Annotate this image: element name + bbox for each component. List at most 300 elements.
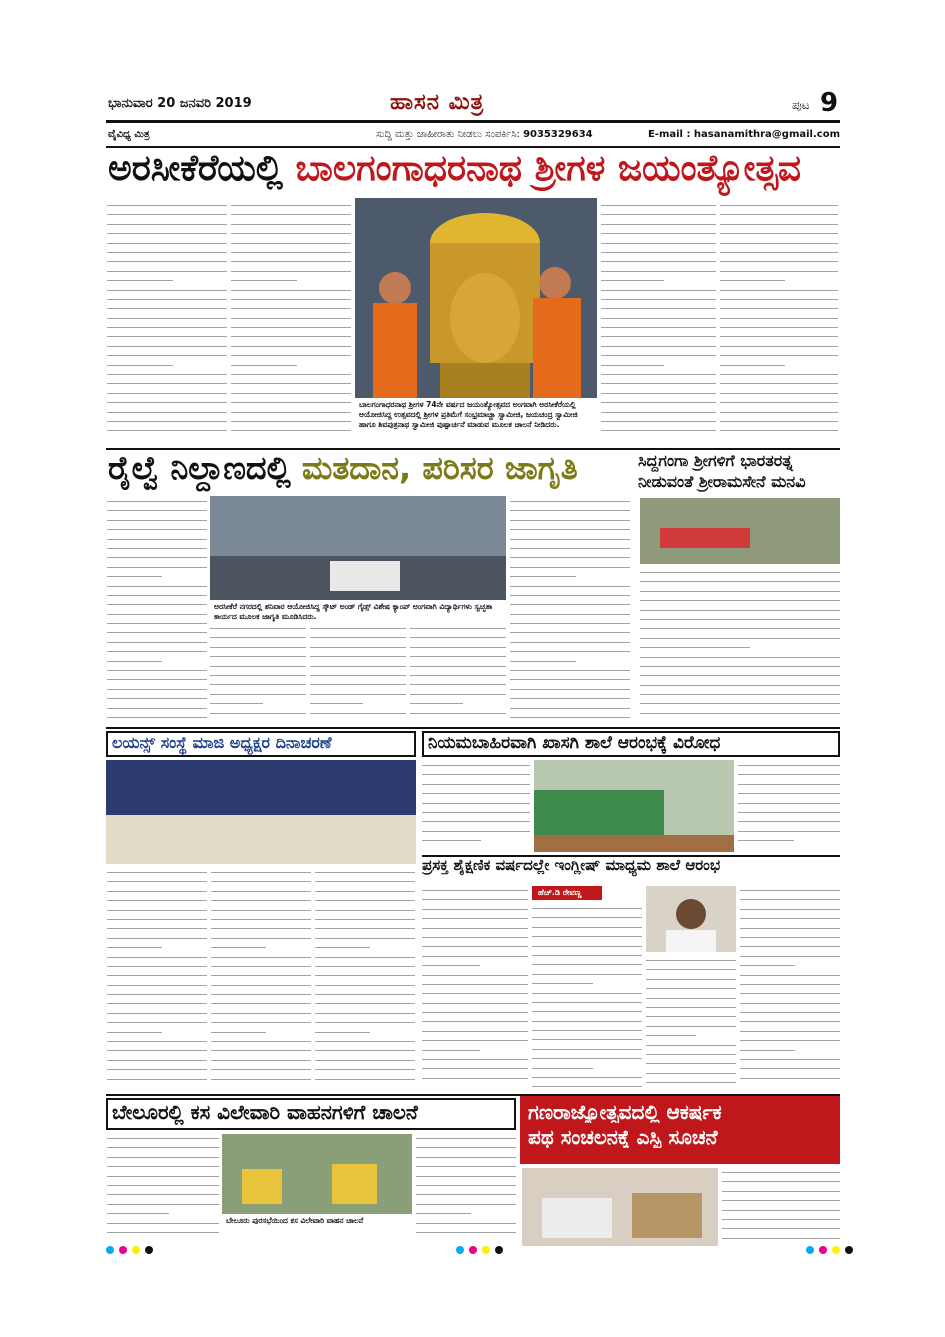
text-line	[107, 295, 227, 304]
text-line	[211, 877, 311, 886]
text-line	[315, 1056, 415, 1065]
text-line	[315, 981, 415, 990]
text-line	[738, 770, 840, 779]
text-line	[532, 913, 642, 922]
text-line	[231, 314, 351, 323]
text-line	[640, 690, 840, 699]
text-line	[107, 286, 227, 295]
text-line	[315, 934, 415, 943]
text-line	[601, 286, 716, 295]
text-line	[107, 389, 227, 398]
text-line	[601, 295, 716, 304]
article-2-headline: ರೈಲ್ವೆ ನಿಲ್ದಾಣದಲ್ಲಿ ಮತದಾನ, ಪರಿಸರ ಜಾಗೃತಿ	[108, 452, 578, 487]
text-line	[640, 577, 840, 586]
text-line	[211, 915, 311, 924]
text-line	[601, 323, 716, 332]
text-line	[646, 1012, 736, 1021]
text-line	[315, 999, 415, 1008]
text-line	[510, 619, 630, 628]
text-line	[722, 1234, 840, 1243]
text-line	[107, 981, 207, 990]
article-1-photo	[355, 198, 597, 398]
text-line	[107, 332, 227, 341]
article-6-col-2	[532, 904, 642, 1092]
text-line	[738, 827, 840, 836]
text-line	[532, 1026, 642, 1035]
text-line	[722, 1187, 840, 1196]
article-8-col-2	[722, 1168, 840, 1246]
text-line	[211, 896, 311, 905]
text-line	[720, 323, 838, 332]
text-line	[510, 704, 630, 713]
article-6-col-3	[646, 956, 736, 1092]
text-line	[640, 615, 840, 624]
text-line	[416, 1219, 516, 1228]
text-line	[107, 694, 207, 703]
article-3-headline-1: ಸಿದ್ದಗಂಗಾ ಶ್ರೀಗಳಿಗೆ ಭಾರತರತ್ನ	[638, 453, 793, 470]
text-line	[107, 887, 207, 896]
text-line	[740, 1036, 840, 1045]
text-line	[107, 713, 207, 722]
text-line	[646, 994, 736, 1003]
text-line	[315, 971, 415, 980]
text-line	[416, 1181, 516, 1190]
text-line	[510, 675, 630, 684]
text-line	[510, 572, 576, 581]
text-line	[231, 286, 351, 295]
text-line	[510, 553, 630, 562]
text-line	[640, 643, 750, 652]
text-line	[722, 1196, 840, 1205]
text-line	[107, 1143, 219, 1152]
article-2-col-1	[107, 497, 207, 725]
text-line	[640, 681, 840, 690]
page-number: 9	[820, 88, 839, 118]
text-line	[211, 868, 311, 877]
text-line	[211, 1065, 311, 1074]
text-line	[231, 398, 351, 407]
text-line	[601, 239, 716, 248]
text-line	[310, 699, 363, 708]
text-line	[416, 1143, 516, 1152]
text-line	[231, 408, 351, 417]
text-line	[107, 685, 207, 694]
text-line	[107, 563, 207, 572]
text-line	[601, 379, 716, 388]
text-line	[315, 990, 415, 999]
text-line	[107, 398, 227, 407]
text-line	[720, 276, 785, 285]
text-line	[422, 1046, 480, 1055]
text-line	[532, 960, 642, 969]
text-line	[231, 351, 351, 360]
text-line	[720, 257, 838, 266]
article-1-caption: ಬಾಲಗಂಗಾಧರನಾಥ ಶ್ರೀಗಳ 74ನೇ ವರ್ಷದ ಜಯಂತ್ಯೋತ್ಸವದ ಅಂಗವಾಗಿ ಅರಸೀಕೆರೆಯಲ್ಲಿ ಆಯೋಜಿಸಿದ್ದ ಉತ್ಸವದಲ್ಲಿ ಶ್ರೀಗಳ ಪ್ರತಿಮೆಗೆ ಸಂಭ್ರಮಾಚ್ಚಾ ಸ್ವಾಮೀಜಿ, ಜಯಚಂದ್ರ ಸ್ವಾಮೀಜಿ ಹಾಗೂ ಶಿವಪುತ್ರನಾಥ ಸ್ವಾಮೀಜಿ ಪುಷ್ಪಾರ್ಚನೆ ಮಾಡುವ ಮೂಲಕ ಚಾಲನೆ ನೀಡಿದರು.	[355, 398, 597, 446]
text-line	[107, 1046, 207, 1055]
text-line	[740, 1064, 840, 1073]
text-line	[107, 704, 207, 713]
text-line	[107, 1219, 219, 1228]
text-line	[422, 914, 528, 923]
text-line	[422, 886, 528, 895]
text-line	[107, 239, 227, 248]
text-line	[107, 924, 207, 933]
text-line	[107, 877, 207, 886]
text-line	[107, 417, 227, 426]
text-line	[532, 1082, 642, 1091]
text-line	[720, 398, 838, 407]
text-line	[310, 624, 406, 633]
text-line	[310, 671, 406, 680]
text-line	[107, 1065, 207, 1074]
text-line	[720, 210, 838, 219]
article-7-col-3	[416, 1134, 516, 1242]
text-line	[720, 314, 838, 323]
text-line	[646, 1041, 736, 1050]
text-line	[410, 633, 506, 642]
text-line	[422, 1036, 528, 1045]
text-line	[532, 1007, 642, 1016]
text-line	[315, 1046, 415, 1055]
text-line	[410, 680, 506, 689]
text-line	[211, 1075, 311, 1084]
text-line	[107, 1200, 219, 1209]
text-line	[422, 971, 528, 980]
text-line	[422, 1027, 528, 1036]
text-line	[231, 342, 351, 351]
text-line	[210, 690, 306, 699]
text-line	[315, 1018, 415, 1027]
text-line	[740, 924, 840, 933]
text-line	[107, 638, 207, 647]
text-line	[422, 799, 530, 808]
text-line	[107, 953, 207, 962]
text-line	[601, 426, 716, 435]
article-7-photo	[222, 1134, 412, 1214]
article-2-col-3	[310, 624, 406, 724]
article-5-col-1	[422, 761, 530, 853]
text-line	[315, 962, 415, 971]
text-line	[720, 389, 838, 398]
text-line	[107, 544, 207, 553]
text-line	[107, 1228, 219, 1237]
text-line	[107, 600, 207, 609]
text-line	[510, 516, 630, 525]
text-line	[646, 956, 736, 965]
article-7-headline: ಬೇಲೂರಲ್ಲಿ ಕಸ ವಿಲೇವಾರಿ ವಾಹನಗಳಿಗೆ ಚಾಲನೆ	[106, 1098, 516, 1130]
article-8-photo	[522, 1168, 718, 1246]
text-line	[107, 323, 227, 332]
text-line	[231, 389, 351, 398]
text-line	[416, 1153, 516, 1162]
text-line	[410, 709, 506, 718]
text-line	[601, 210, 716, 219]
text-line	[107, 1181, 219, 1190]
text-line	[107, 999, 207, 1008]
text-line	[310, 633, 406, 642]
text-line	[107, 506, 207, 515]
text-line	[210, 652, 306, 661]
text-line	[210, 633, 306, 642]
text-line	[422, 817, 530, 826]
text-line	[601, 417, 716, 426]
text-line	[738, 836, 794, 845]
divider	[106, 727, 840, 729]
text-line	[315, 1075, 415, 1084]
text-line	[722, 1206, 840, 1215]
article-2-caption: ಅರಸೀಕೆರೆ ನಗರದಲ್ಲಿ ಶನಿವಾರ ಆಯೋಜಿಸಿದ್ದ ಸ್ಕೌಟ್ ಅಂಡ್ ಗೈಡ್ಸ್ ವಿಶೇಷ ಕ್ಯಾಂಪ್ ಅಂಗವಾಗಿ ವಿದ್ಯಾರ್ಥಿಗಳು ಸ್ವಚ್ಛತಾ ಕಾರ್ಯದ ಮೂಲಕ ಜಾಗೃತಿ ಮೂಡಿಸಿದರು.	[210, 600, 506, 622]
text-line	[532, 1054, 642, 1063]
text-line	[211, 934, 311, 943]
text-line	[422, 952, 528, 961]
text-line	[720, 426, 838, 435]
header-rule	[106, 120, 840, 123]
text-line	[211, 924, 311, 933]
text-line	[640, 568, 840, 577]
text-line	[107, 408, 227, 417]
article-4-col-3	[315, 868, 415, 1092]
article-8-headline-2: ಪಥ ಸಂಚಲನಕ್ಕೆ ಎಸ್ಪಿ ಸೂಚನೆ	[528, 1125, 718, 1148]
text-line	[720, 304, 838, 313]
text-line	[315, 924, 415, 933]
masthead: ಹಾಸನ ಮಿತ್ರ	[390, 90, 485, 115]
text-line	[107, 675, 207, 684]
text-line	[740, 905, 840, 914]
text-line	[532, 923, 642, 932]
text-line	[107, 257, 227, 266]
text-line	[601, 361, 664, 370]
text-line	[107, 1028, 162, 1037]
text-line	[107, 1056, 207, 1065]
article-5-photo	[534, 760, 734, 852]
article-1-col-3	[601, 201, 716, 445]
text-line	[738, 761, 840, 770]
text-line	[510, 506, 630, 515]
text-line	[107, 943, 162, 952]
text-line	[740, 914, 840, 923]
article-8-headline-1: ಗಣರಾಜ್ಯೋತ್ಸವದಲ್ಲಿ ಆಕರ್ಷಕ	[528, 1100, 722, 1123]
text-line	[722, 1224, 840, 1233]
text-line	[532, 951, 642, 960]
text-line	[211, 981, 311, 990]
text-line	[416, 1162, 516, 1171]
article-1-headline: ಅರಸೀಕೆರೆಯಲ್ಲಿ ಬಾಲಗಂಗಾಧರನಾಥ ಶ್ರೀಗಳ ಜಯಂತ್ಯೋತ್ಸವ	[108, 150, 801, 189]
article-2-col-4	[410, 624, 506, 724]
text-line	[107, 990, 207, 999]
text-line	[740, 999, 840, 1008]
text-line	[510, 685, 630, 694]
text-line	[231, 248, 351, 257]
text-line	[510, 591, 630, 600]
text-line	[720, 220, 838, 229]
text-line	[601, 342, 716, 351]
text-line	[601, 389, 716, 398]
text-line	[640, 596, 840, 605]
text-line	[107, 610, 207, 619]
text-line	[510, 582, 630, 591]
text-line	[510, 666, 630, 675]
text-line	[107, 1153, 219, 1162]
text-line	[410, 624, 506, 633]
text-line	[740, 1017, 840, 1026]
contact-note: ಸುದ್ದಿ ಮತ್ತು ಜಾಹೀರಾತು ನೀಡಲು ಸಂಪರ್ಕಿಸಿ: 9035329634	[376, 129, 593, 140]
text-line	[740, 1008, 840, 1017]
text-line	[510, 525, 630, 534]
text-line	[722, 1177, 840, 1186]
text-line	[532, 1073, 642, 1082]
text-line	[211, 1037, 311, 1046]
text-line	[231, 267, 351, 276]
text-line	[510, 713, 630, 722]
text-line	[107, 896, 207, 905]
text-line	[107, 276, 173, 285]
text-line	[422, 933, 528, 942]
text-line	[315, 1037, 415, 1046]
article-6-headline: ಪ್ರಸಕ್ತ ಶೈಕ್ಷಣಿಕ ವರ್ಷದಲ್ಲೇ ಇಂಗ್ಲೀಷ್ ಮಾಧ್ಯಮ ಶಾಲೆ ಆರಂಭ	[422, 858, 721, 874]
text-line	[231, 239, 351, 248]
divider	[422, 855, 840, 857]
text-line	[315, 887, 415, 896]
text-line	[211, 1046, 311, 1055]
text-line	[640, 699, 840, 708]
text-line	[640, 671, 840, 680]
text-line	[640, 653, 840, 662]
article-1-col-4	[720, 201, 838, 445]
text-line	[532, 979, 593, 988]
text-line	[510, 694, 630, 703]
text-line	[720, 229, 838, 238]
text-line	[315, 896, 415, 905]
text-line	[107, 1190, 219, 1199]
text-line	[422, 924, 528, 933]
article-6-col-4	[740, 886, 840, 1092]
text-line	[231, 370, 351, 379]
text-line	[422, 980, 528, 989]
text-line	[720, 239, 838, 248]
text-line	[510, 563, 630, 572]
text-line	[720, 361, 785, 370]
text-line	[416, 1209, 471, 1218]
text-line	[738, 817, 840, 826]
text-line	[601, 257, 716, 266]
text-line	[422, 989, 528, 998]
text-line	[107, 1009, 207, 1018]
text-line	[720, 379, 838, 388]
text-line	[532, 1045, 642, 1054]
text-line	[740, 980, 840, 989]
person-label: ಹೆಚ್.ಡಿ ರೇವಣ್ಣ	[532, 886, 602, 900]
text-line	[422, 836, 481, 845]
text-line	[532, 1035, 642, 1044]
text-line	[211, 953, 311, 962]
text-line	[646, 984, 736, 993]
registration-marks	[456, 1246, 503, 1254]
text-line	[720, 332, 838, 341]
contact-phone: 9035329634	[523, 129, 593, 140]
header-rule-2	[106, 146, 840, 148]
text-line	[211, 1018, 311, 1027]
text-line	[720, 417, 838, 426]
text-line	[211, 887, 311, 896]
text-line	[310, 662, 406, 671]
text-line	[532, 932, 642, 941]
text-line	[740, 942, 840, 951]
text-line	[107, 628, 207, 637]
text-line	[532, 989, 642, 998]
text-line	[211, 943, 266, 952]
text-line	[231, 276, 297, 285]
text-line	[310, 652, 406, 661]
text-line	[107, 516, 207, 525]
article-5-headline: ನಿಯಮಬಾಹಿರವಾಗಿ ಖಾಸಗಿ ಶಾಲೆ ಆರಂಭಕ್ಕೆ ವಿರೋಧ	[422, 731, 840, 757]
text-line	[231, 304, 351, 313]
text-line	[315, 1009, 415, 1018]
text-line	[740, 952, 840, 961]
text-line	[107, 553, 207, 562]
text-line	[107, 314, 227, 323]
text-line	[315, 868, 415, 877]
text-line	[601, 370, 716, 379]
text-line	[646, 1022, 736, 1031]
header-subbar	[106, 126, 840, 144]
text-line	[107, 220, 227, 229]
text-line	[107, 962, 207, 971]
text-line	[510, 497, 630, 506]
text-line	[315, 943, 370, 952]
article-6-col-1	[422, 886, 528, 1092]
article-1-col-1	[107, 201, 227, 445]
text-line	[107, 267, 227, 276]
text-line	[646, 1078, 736, 1087]
article-2-col-5	[510, 497, 630, 725]
section-name: ವೈವಿಧ್ಯ ಮಿತ್ರ	[108, 129, 150, 140]
text-line	[107, 497, 207, 506]
text-line	[720, 248, 838, 257]
text-line	[422, 942, 528, 951]
text-line	[410, 652, 506, 661]
text-line	[646, 1050, 736, 1059]
text-line	[231, 201, 351, 210]
text-line	[601, 248, 716, 257]
text-line	[211, 999, 311, 1008]
text-line	[211, 906, 311, 915]
text-line	[740, 886, 840, 895]
text-line	[422, 961, 480, 970]
page-label: ಪುಟ	[792, 98, 810, 112]
article-7-caption: ಬೇಲೂರು ಪುರಸಭೆಯಿಂದ ಕಸ ವಿಲೇವಾರಿ ವಾಹನ ಚಾಲನೆ	[222, 1214, 412, 1228]
text-line	[231, 323, 351, 332]
text-line	[107, 1209, 169, 1218]
text-line	[107, 619, 207, 628]
text-line	[231, 295, 351, 304]
text-line	[211, 990, 311, 999]
text-line	[107, 591, 207, 600]
text-line	[107, 572, 162, 581]
article-2-photo	[210, 496, 506, 600]
text-line	[416, 1172, 516, 1181]
text-line	[738, 808, 840, 817]
text-line	[722, 1215, 840, 1224]
text-line	[640, 709, 840, 718]
text-line	[231, 257, 351, 266]
text-line	[231, 417, 351, 426]
text-line	[107, 868, 207, 877]
text-line	[107, 342, 227, 351]
text-line	[107, 248, 227, 257]
text-line	[210, 671, 306, 680]
text-line	[740, 895, 840, 904]
text-line	[210, 699, 263, 708]
